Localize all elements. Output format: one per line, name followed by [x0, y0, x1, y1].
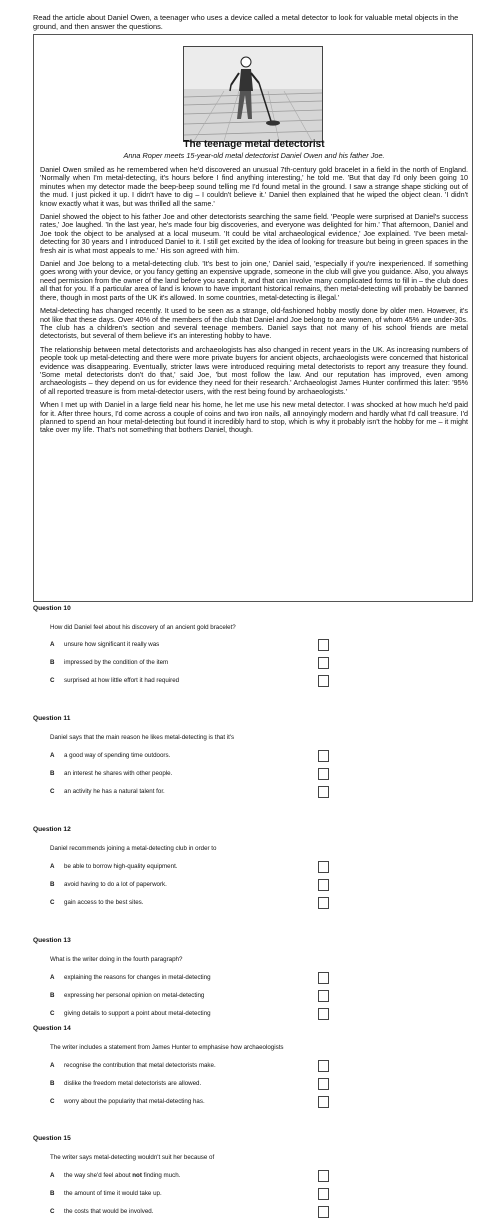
question-13-option-a: A explaining the reasons for changes in metal-detecting	[50, 974, 211, 981]
question-11-option-a: A a good way of spending time outdoors.	[50, 752, 171, 759]
question-14-heading: Question 14	[33, 1025, 71, 1032]
question-11-stem: Daniel says that the main reason he likes metal-detecting is that it's	[50, 734, 235, 741]
question-13-option-c: C giving details to support a point about metal-detecting	[50, 1010, 211, 1017]
question-13-answer-box-c[interactable]	[318, 1008, 329, 1020]
question-14-stem: The writer includes a statement from James Hunter to emphasise how archaeologists	[50, 1044, 284, 1051]
question-13-answer-box-b[interactable]	[318, 990, 329, 1002]
question-14-answer-box-c[interactable]	[318, 1096, 329, 1108]
question-14-option-a: A recognise the contribution that metal detectorists make.	[50, 1062, 216, 1069]
question-10-heading: Question 10	[33, 605, 71, 612]
question-12-option-a: A be able to borrow high-quality equipment.	[50, 863, 178, 870]
question-12-heading: Question 12	[33, 826, 71, 833]
question-11-option-c: C an activity he has a natural talent for.	[50, 788, 165, 795]
article-paragraph: Daniel Owen smiled as he remembered when he'd discovered an unusual 7th-century gold bracelet in a field in the north of England. 'Normally when I'm metal-detecting, it's hours before I find anything interesting,' he told me. 'But that day I'd only been going 10 minutes when my detector made the beep-beep sound telling me I'd found metal in the ground. I saw a strange shape sticking out of the mud. I just picked it up. I didn't have to dig – I couldn't believe it.' Daniel then explained that he wiped the object clean. 'I didn't know exactly what it was, but was thrilled all the same.'	[40, 165, 468, 208]
question-13-heading: Question 13	[33, 937, 71, 944]
article-subtitle: Anna Roper meets 15-year-old metal detectorist Daniel Owen and his father Joe.	[123, 151, 385, 160]
question-14-answer-box-b[interactable]	[318, 1078, 329, 1090]
question-13-answer-box-a[interactable]	[318, 972, 329, 984]
question-12-answer-box-b[interactable]	[318, 879, 329, 891]
question-11-answer-box-a[interactable]	[318, 750, 329, 762]
article-paragraph: When I met up with Daniel in a large field near his home, he let me use his new metal detector. I was shocked at how much he'd paid for it. After three hours, I'd come across a couple of coins and two iron nails, all annoyingly modern and hardly what I'd call treasure. I'd planned to spend an hour metal-detecting but found it incredibly hard to stop, which is why it probably isn't the hobby for me – it might take over my life. That's not something that bothers Daniel, though.	[40, 400, 468, 435]
question-15-option-b: B the amount of time it would take up.	[50, 1190, 162, 1197]
article-body	[40, 166, 468, 440]
metal-detectorist-drawing	[184, 47, 322, 141]
article	[33, 34, 473, 602]
question-12-option-c: C gain access to the best sites.	[50, 899, 144, 906]
question-15-heading: Question 15	[33, 1135, 71, 1142]
question-15-answer-box-b[interactable]	[318, 1188, 329, 1200]
question-15-answer-box-c[interactable]	[318, 1206, 329, 1218]
article-title: The teenage metal detectorist	[183, 139, 325, 150]
question-10-answer-box-c[interactable]	[318, 675, 329, 687]
question-14-answer-box-a[interactable]	[318, 1060, 329, 1072]
question-10-option-a: A unsure how significant it really was	[50, 641, 160, 648]
question-12-stem: Daniel recommends joining a metal-detecting club in order to	[50, 845, 217, 852]
question-14-option-b: B dislike the freedom metal detectorists are allowed.	[50, 1080, 202, 1087]
question-13-stem: What is the writer doing in the fourth paragraph?	[50, 956, 183, 963]
article-paragraph: Daniel showed the object to his father Joe and other detectorists searching the same field. 'People were surprised at Daniel's success rates,' Joe laughed. 'In the last year, he's made four big discoveries, and everyone was delighted for him.' That afternoon, Daniel and Joe took the object to be analysed at a local museum. 'It could be vital archaeological evidence,' Joe explained. 'I've been metal-detecting for 30 years and I introduced Daniel to it. I still get excited by the idea of looking for treasure but being in green spaces in the fresh air is what most appeals to me.' His son agreed with him.	[40, 212, 468, 255]
question-15-option-a: A the way she'd feel about not finding much.	[50, 1172, 181, 1179]
instructions: Read the article about Daniel Owen, a teenager who uses a device called a metal detector to look for valuable metal objects in the ground, and then answer the questions.	[33, 13, 459, 31]
question-12-answer-box-a[interactable]	[318, 861, 329, 873]
article-paragraph: Metal-detecting has changed recently. It used to be seen as a strange, old-fashioned hobby mostly done by older men. However, it's not like that these days. Over 40% of the members of the club that Daniel and Joe belong to are women, of whom 45% are under-30s. The club has a children's section and several teenage members. Daniel says that not many of his school friends are metal detectorists, but several of them believe it's an interesting hobby to have.	[40, 306, 468, 341]
metal-detector-illustration	[183, 46, 323, 142]
question-11-option-b: B an interest he shares with other people.	[50, 770, 173, 777]
question-15-answer-box-a[interactable]	[318, 1170, 329, 1182]
question-15-option-c: C the costs that would be involved.	[50, 1208, 154, 1215]
question-10-option-b: B impressed by the condition of the item	[50, 659, 169, 666]
question-15-stem: The writer says metal-detecting wouldn't suit her because of	[50, 1154, 215, 1161]
question-14-option-c: C worry about the popularity that metal-detecting has.	[50, 1098, 205, 1105]
question-11-answer-box-b[interactable]	[318, 768, 329, 780]
article-paragraph: The relationship between metal detectorists and archaeologists has also changed in recent years in the UK. As increasing numbers of people took up metal-detecting and there were more private buyers for ancient objects, archaeologists were concerned that historical evidence was disappearing. Eventually, stricter laws were introduced requiring metal detectorists to report any treasure they found. 'Some metal detectorists don't do that,' said Joe, 'but most follow the law. And our reputation has improved, even among archaeologists – they depend on us for evidence they need for their research.' Archaeologist James Hunter confirmed this later: '95% of all reported treasure is from metal-detector users, with the rest being found by archaeologists.'	[40, 344, 468, 396]
question-11-heading: Question 11	[33, 715, 71, 722]
question-11-answer-box-c[interactable]	[318, 786, 329, 798]
question-10-stem: How did Daniel feel about his discovery of an ancient gold bracelet?	[50, 624, 236, 631]
question-10-option-c: C surprised at how little effort it had required	[50, 677, 180, 684]
question-12-option-b: B avoid having to do a lot of paperwork.	[50, 881, 167, 888]
question-10-answer-box-a[interactable]	[318, 639, 329, 651]
question-13-option-b: B expressing her personal opinion on metal-detecting	[50, 992, 205, 999]
article-paragraph: Daniel and Joe belong to a metal-detecting club. 'It's best to join one,' Daniel said, 'especially if you're inexperienced. If something goes wrong with your device, or you fancy getting an expensive upgrade, someone in the club will give you guidance. Also, you always need permission from the owner of the land before you search it, and that can involve many complicated forms to fill in – the club does all that for you. If a particular area of land is known to have important historical remains, then metal-detecting will probably be banned there, though in most parts of the UK it's allowed. In some countries, metal-detecting is illegal.'	[40, 259, 468, 302]
question-12-answer-box-c[interactable]	[318, 897, 329, 909]
question-10-answer-box-b[interactable]	[318, 657, 329, 669]
